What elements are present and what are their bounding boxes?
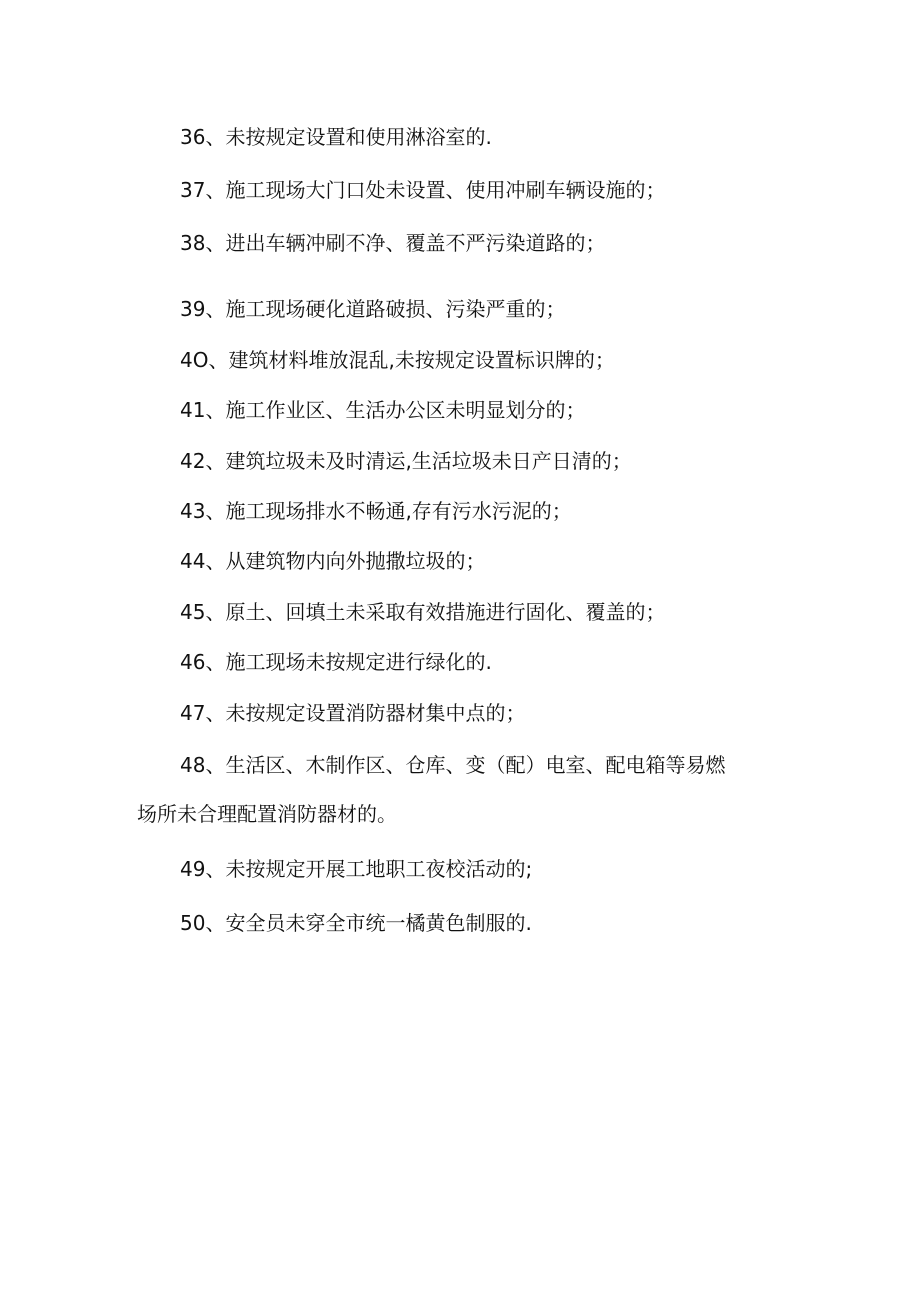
list-item: 37、施工现场大门口处未设置、使用冲刷车辆设施的； xyxy=(180,178,666,202)
list-item: 48、生活区、木制作区、仓库、变（配）电室、配电箱等易燃 xyxy=(180,753,726,777)
list-item: 46、施工现场未按规定进行绿化的. xyxy=(180,650,492,674)
list-item: 49、未按规定开展工地职工夜校活动的; xyxy=(180,857,533,881)
list-item: 36、未按规定设置和使用淋浴室的. xyxy=(180,125,492,149)
list-item: 38、进出车辆冲刷不净、覆盖不严污染道路的； xyxy=(180,231,606,255)
list-item: 39、施工现场硬化道路破损、污染严重的； xyxy=(180,297,566,321)
list-item-continuation: 场所未合理配置消防器材的。 xyxy=(137,802,397,826)
list-item: 47、未按规定设置消防器材集中点的； xyxy=(180,701,526,725)
list-item: 4O、建筑材料堆放混乱,未按规定设置标识牌的； xyxy=(180,348,615,372)
list-item: 45、原土、回填土未采取有效措施进行固化、覆盖的； xyxy=(180,600,666,624)
list-item: 42、建筑垃圾未及时清运,生活垃圾未日产日清的； xyxy=(180,449,632,473)
list-item: 50、安全员未穿全市统一橘黄色制服的. xyxy=(180,911,532,935)
list-item: 44、从建筑物内向外抛撒垃圾的； xyxy=(180,549,486,573)
list-item: 41、施工作业区、生活办公区未明显划分的； xyxy=(180,398,586,422)
list-item: 43、施工现场排水不畅通,存有污水污泥的； xyxy=(180,499,572,523)
